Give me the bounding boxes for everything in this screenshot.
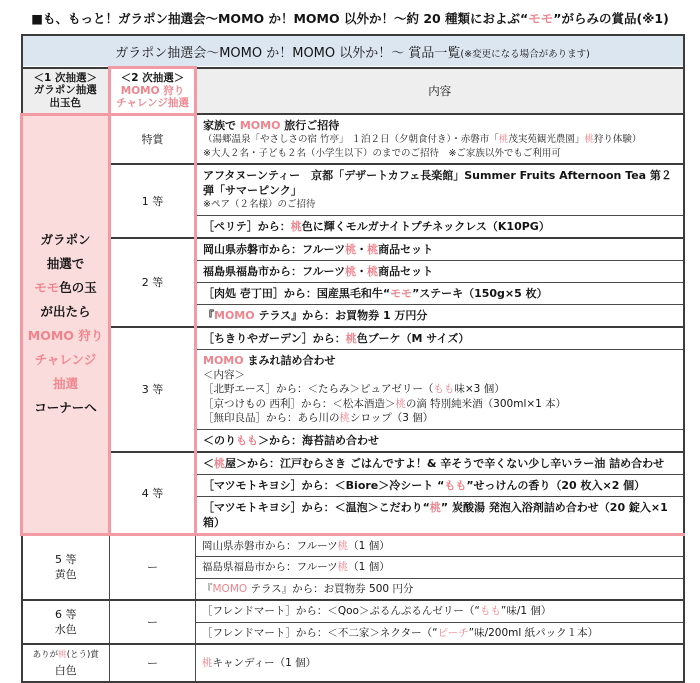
text-part: ■も、もっと！ガラポン抽選会～MOMO か！MOMO 以外か！～約 20 種類におよぶ“ (31, 11, 529, 26)
content-cell (196, 260, 684, 282)
text-part: 『 (202, 582, 213, 595)
text-part: 茂実苑観光農園」 (508, 134, 585, 145)
group-label-line (24, 252, 107, 276)
text-part: の滴 特別純米酒（300ml×1 本） (405, 397, 567, 410)
text-part: ［ちきりやガーデン］から： (203, 331, 346, 345)
header-line: チャレンジ抽選 (116, 97, 189, 109)
text-part: ［マツモトキヨシ］から：＜温泡＞こだわり“ (203, 500, 430, 514)
tier-label-line (23, 607, 110, 622)
content-line (203, 147, 677, 161)
accent-text: 桃 (498, 134, 509, 145)
header-line: ＜1 次抽選＞ (33, 71, 97, 84)
content-line (203, 219, 677, 234)
content-line (203, 433, 677, 448)
prize-row (22, 114, 684, 164)
no-second-lottery-cell: ー (110, 644, 196, 682)
accent-text: モモ (34, 280, 60, 295)
text-part: テラス』から：お買物券 500 円分 (247, 582, 414, 595)
accent-text: 桃 (337, 539, 349, 552)
content-cell (196, 238, 684, 261)
text-part: 屋＞から：江戸むらさき ごはんですよ！& 辛そうで辛くない少し辛いラー油 詰め合わせ (225, 456, 665, 470)
content-line (203, 242, 677, 257)
text-part: （1 個） (348, 539, 390, 552)
header-line: MOMO 狩り (120, 84, 185, 97)
content-line (203, 331, 677, 346)
content-cell (196, 534, 684, 557)
accent-text: MOMO (239, 119, 281, 132)
tier-rank-cell: 4 等 (110, 452, 196, 535)
text-part: （湯郷温泉「やさしさの宿 竹亭」 １泊２日（夕朝食付き）・赤磐市「 (203, 134, 499, 145)
text-part: ［ペリテ］から： (203, 219, 291, 233)
text-part: (とう)賞 (66, 650, 99, 660)
content-line (203, 500, 677, 530)
prize-table (20, 34, 685, 683)
group-label-line (24, 348, 107, 372)
text-part: 岡山県赤磐市から：フルーツ (203, 242, 346, 256)
content-cell (196, 622, 684, 644)
content-cell (196, 452, 684, 475)
text-part: 商品セット (378, 264, 434, 278)
content-cell (196, 327, 684, 350)
text-part: ［フレンドマート］から：＜不二家＞ネクター（“ (202, 626, 438, 639)
content-line (202, 582, 677, 597)
accent-text: ピーチ (437, 626, 469, 639)
content-line (203, 382, 677, 397)
text-part: テラス』から：お買物券 1 万円分 (254, 308, 428, 322)
content-cell (196, 114, 684, 164)
text-part: キャンディー（1 個） (212, 656, 317, 669)
accent-text: 桃 (339, 412, 350, 424)
page-title (10, 9, 690, 27)
content-line (202, 560, 677, 575)
accent-text: MOMO (203, 353, 244, 367)
garapon-group-cell (22, 114, 110, 534)
text-part: ”味/200ml 紙パック１本） (468, 626, 599, 639)
prize-row (22, 534, 684, 557)
group-label-line (24, 276, 107, 300)
text-part: ［マツモトキヨシ］から：＜Biore＞冷シート “ (203, 478, 445, 492)
content-line (203, 308, 677, 323)
text-part: 福島県福島市から：フルーツ (203, 264, 346, 278)
content-cell (196, 496, 684, 534)
content-line (203, 168, 677, 198)
tier-label-line (23, 648, 110, 663)
tier-rank-cell: 1 等 (110, 164, 196, 238)
content-cell (196, 557, 684, 579)
text-part: （1 個） (348, 561, 390, 573)
text-part: ※ペア（２名様）のご招待 (203, 199, 316, 210)
accent-text: 桃 (395, 397, 406, 410)
accent-text: もも (236, 433, 258, 447)
accent-text: 桃 (345, 264, 357, 278)
prize-row (22, 644, 684, 682)
accent-text: 桃 (214, 456, 225, 470)
content-cell (196, 164, 684, 215)
header-line: 出玉色 (49, 96, 81, 109)
content-line (203, 264, 677, 279)
accent-text: MOMO 狩り (27, 328, 104, 343)
accent-text: もも (433, 383, 455, 395)
content-line (202, 656, 677, 671)
table-banner (22, 35, 684, 68)
content-line (203, 368, 677, 383)
tier-label-line (23, 663, 110, 678)
text-part: ※大人２名・子ども２名（小学生以下）のまでのご招待 ※ご家族以外でもご利用可 (203, 147, 561, 159)
text-part: 色ブーケ（M サイズ） (356, 331, 470, 345)
text-part: ［無印良品］から：あら川の (203, 412, 340, 424)
prize-row (22, 452, 684, 475)
accent-text: 桃 (290, 219, 302, 233)
text-part: ［フレンドマート］から：＜Qoo＞ぷるんぷるんゼリー（“ (202, 605, 480, 617)
accent-text: 桃 (345, 331, 357, 345)
text-part: ＜のり (203, 433, 236, 447)
accent-text: 桃 (202, 656, 213, 669)
content-line (202, 539, 677, 554)
header-line: ＜2 次抽選＞ (120, 72, 185, 84)
text-part: 旅行ご招待 (280, 119, 340, 132)
text-part: 岡山県赤磐市から：フルーツ (202, 539, 338, 552)
text-part: ・ (356, 242, 368, 256)
content-line (203, 478, 677, 493)
content-line (202, 604, 677, 619)
text-part: 色の玉 (59, 280, 97, 295)
text-part: ”ステーキ（150g×5 枚） (412, 286, 548, 300)
tier-label-line (23, 622, 110, 637)
content-line (203, 133, 677, 147)
content-cell (196, 282, 684, 304)
text-part: ガラポン (40, 232, 91, 247)
content-cell (196, 429, 684, 452)
header-line: ガラポン抽選 (33, 84, 97, 97)
text-part: 白色 (54, 664, 77, 677)
text-part: シロップ（3 個） (350, 412, 434, 424)
text-part: 黄色 (54, 568, 77, 582)
header-first-lottery-cell (22, 68, 110, 115)
tier-rank-cell: 特賞 (110, 114, 196, 164)
accent-text: もも (479, 605, 501, 617)
accent-text: 桃 (337, 561, 349, 573)
accent-text: 抽選 (52, 376, 78, 391)
text-part: ”がらみの賞品(※1) (553, 11, 669, 26)
content-cell (196, 304, 684, 327)
text-part: ”味/1 個） (500, 605, 552, 617)
group-label-line (24, 372, 107, 396)
text-part: ＜ (203, 456, 214, 470)
content-line (203, 198, 677, 212)
header-second-lottery-cell (110, 68, 196, 115)
accent-text: モモ (390, 286, 413, 300)
text-part: ＜内容＞ (203, 368, 245, 381)
text-part: 色に輝くモルガナイトプチネックレス（K10PG） (301, 219, 550, 233)
content-line (203, 456, 677, 471)
tier-rank-cell: 2 等 (110, 238, 196, 327)
accent-text: MOMO (214, 308, 255, 322)
accent-text: 桃 (367, 242, 379, 256)
accent-text: MOMO (212, 582, 248, 595)
text-part: 6 等 (55, 608, 77, 621)
tier-label-line (23, 567, 110, 582)
text-part: まみれ詰め合わせ (243, 353, 336, 367)
text-part: が出たら (40, 304, 91, 319)
accent-text: 桃 (429, 500, 441, 514)
text-part: 抽選で (46, 256, 85, 271)
content-cell (196, 215, 684, 238)
text-part: 味×3 個） (454, 383, 505, 395)
no-second-lottery-cell: ー (110, 534, 196, 600)
text-part: 水色 (54, 623, 77, 636)
content-line (203, 286, 677, 301)
header-content-cell: 内容 (196, 68, 684, 115)
prize-row (22, 327, 684, 350)
banner-text: ガラポン抽選会～MOMO か！MOMO 以外か！～ 賞品一覧 (115, 46, 461, 61)
text-part: ［肉処 壱丁田］から：国産黒毛和牛“ (203, 286, 391, 300)
tier-label-cell (22, 600, 110, 644)
group-label-line (24, 396, 107, 420)
accent-text: 桃 (584, 134, 594, 145)
accent-text: 桃 (345, 242, 357, 256)
content-cell (196, 578, 684, 600)
group-label-line (24, 228, 107, 252)
tier-label-line (23, 552, 110, 567)
tier-label-cell (22, 644, 110, 682)
content-cell (196, 474, 684, 496)
text-part: ありが (32, 650, 59, 660)
prize-row (22, 164, 684, 215)
text-part: 狩り体験） (593, 134, 642, 145)
content-line (202, 626, 677, 641)
content-line (203, 411, 677, 426)
text-part: 5 等 (55, 553, 77, 567)
group-label-line (24, 300, 107, 324)
accent-text: もも (444, 478, 467, 492)
content-cell (196, 600, 684, 622)
text-part: 家族で (203, 119, 240, 132)
text-part: ＞から：海苔詰め合わせ (258, 433, 379, 447)
content-cell (196, 644, 684, 682)
text-part: アフタヌーンティー 京都「デザートカフェ長楽館」Summer Fruits Afternoon Tea 第２弾「サマーピンク」 (203, 169, 672, 197)
accent-text: 桃 (58, 650, 67, 660)
text-part: ・ (356, 264, 368, 278)
text-part: コーナーへ (34, 400, 97, 415)
no-second-lottery-cell: ー (110, 600, 196, 644)
tier-label-cell (22, 534, 110, 600)
prize-row (22, 238, 684, 261)
prize-row (22, 600, 684, 622)
content-line (203, 353, 677, 368)
content-cell (196, 349, 684, 429)
tier-rank-cell: 3 等 (110, 327, 196, 452)
column-header-row (22, 68, 684, 115)
text-part: 『 (203, 308, 214, 322)
accent-text: チャレンジ (34, 352, 97, 367)
text-part: 商品セット (378, 242, 434, 256)
text-part: ［北野エース］から：＜たらみ＞ピュアゼリー（ (203, 383, 434, 395)
group-label-line (24, 324, 107, 348)
banner-note: (※変更になる場合があります) (460, 49, 590, 60)
text-part: ”せっけんの香り（20 枚入×2 個） (466, 478, 646, 492)
text-part: ［京つけもの 西利］から：＜松本酒造＞ (203, 397, 396, 410)
content-line (203, 397, 677, 412)
accent-text: 桃 (367, 264, 379, 278)
content-line (203, 118, 677, 133)
text-part: 福島県福島市から：フルーツ (202, 561, 338, 573)
accent-text: モモ (528, 11, 554, 26)
banner-row (22, 35, 684, 68)
text-part: ” 炭酸湯 発泡入浴剤詰め合わせ（20 錠入×1 箱） (203, 500, 668, 529)
